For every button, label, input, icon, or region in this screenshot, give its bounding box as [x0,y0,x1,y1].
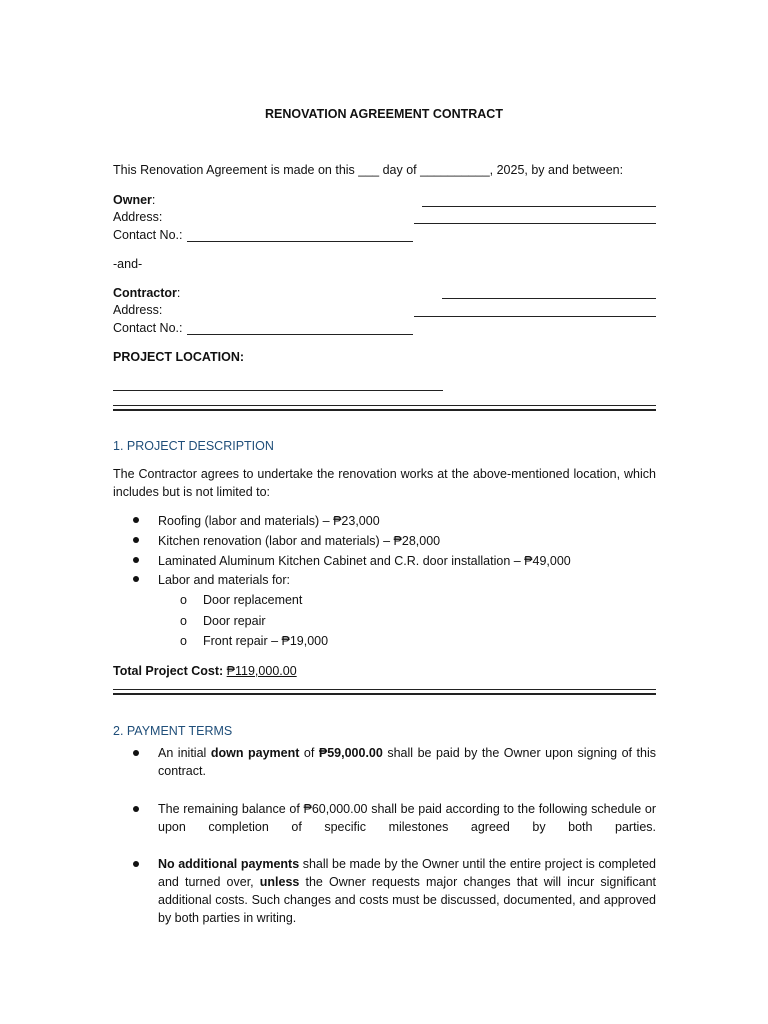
contractor-label: Contractor [113,286,177,300]
payment-term-no-additional [158,855,656,927]
owner-address-label: Address: [113,210,163,224]
term-bold: ₱59,000.00 [318,746,383,760]
owner-label: Owner [113,193,152,207]
project-location-line [113,390,443,391]
scope-item-roofing: Roofing (labor and materials) – ₱23,000 [158,514,380,528]
sub-item-door-repair: Door repair [203,614,266,628]
total-cost-line [113,663,297,679]
term-bold: No additional payments [158,857,300,871]
sub-item-door-replacement: Door replacement [203,593,303,607]
contractor-address-label: Address: [113,303,163,317]
contractor-contact-label: Contact No.: [113,321,183,335]
owner-address-line [414,223,656,224]
owner-label-line [113,192,155,208]
section-divider [113,689,656,695]
section1-paragraph: The Contractor agrees to undertake the renovation works at the above-mentioned location, which includes but is not limited to: [113,467,656,499]
term-text: of [299,746,319,760]
term-bold: down payment [210,746,300,760]
term-bold: unless [259,875,300,889]
sub-item-front-repair: Front repair – ₱19,000 [203,634,329,648]
scope-item-labor: Labor and materials for: [158,573,291,587]
scope-item-cabinet: Laminated Aluminum Kitchen Cabinet and C.R. door installation – ₱49,000 [158,554,571,568]
term-text: An initial [158,746,211,760]
owner-contact-label: Contact No.: [113,228,183,242]
scope-item-kitchen: Kitchen renovation (labor and materials) – ₱28,000 [158,534,441,548]
owner-colon: : [151,193,156,207]
term-text: shall be paid by the Owner upon signing of this contract. [158,746,656,778]
payment-term-down-payment [158,744,656,780]
total-cost-colon: : [219,664,227,678]
bullet-dot [133,517,139,523]
bullet-dot [133,557,139,563]
bullet-dot [133,861,139,867]
document-title: RENOVATION AGREEMENT CONTRACT [265,107,503,121]
contractor-address-line [414,316,656,317]
and-separator: -and- [113,257,143,271]
sub-bullet-marker: o [180,634,187,648]
project-location-label: PROJECT LOCATION: [113,350,245,364]
sub-bullet-marker: o [180,593,187,607]
contractor-colon: : [176,286,181,300]
owner-contact-line [187,241,413,242]
contractor-contact-line [187,334,413,335]
section1-heading: 1. PROJECT DESCRIPTION [113,439,274,453]
bullet-dot [133,576,139,582]
bullet-dot [133,750,139,756]
term-text: the Owner requests major changes that will incur significant additional costs. Such changes and costs must be discussed, documented, and approved by both parties in writing. [158,875,656,925]
intro-line: This Renovation Agreement is made on this ___ day of __________, 2025, by and between: [113,163,624,177]
total-cost-value: ₱119,000.00 [226,664,297,678]
term-text: shall be made by the Owner until the entire project is completed and turned over, [158,857,656,889]
total-cost-label: Total Project Cost [113,664,220,678]
sub-bullet-marker: o [180,614,187,628]
contractor-label-line [113,285,180,301]
contractor-name-line [442,298,656,299]
section2-heading: 2. PAYMENT TERMS [113,724,233,738]
bullet-dot [133,537,139,543]
bullet-dot [133,806,139,812]
payment-term-balance: The remaining balance of ₱60,000.00 shall be paid according to the following schedule or upon completion of specific milestones agreed by both parties. [158,802,656,834]
owner-name-line [422,206,656,207]
section-divider [113,405,656,411]
